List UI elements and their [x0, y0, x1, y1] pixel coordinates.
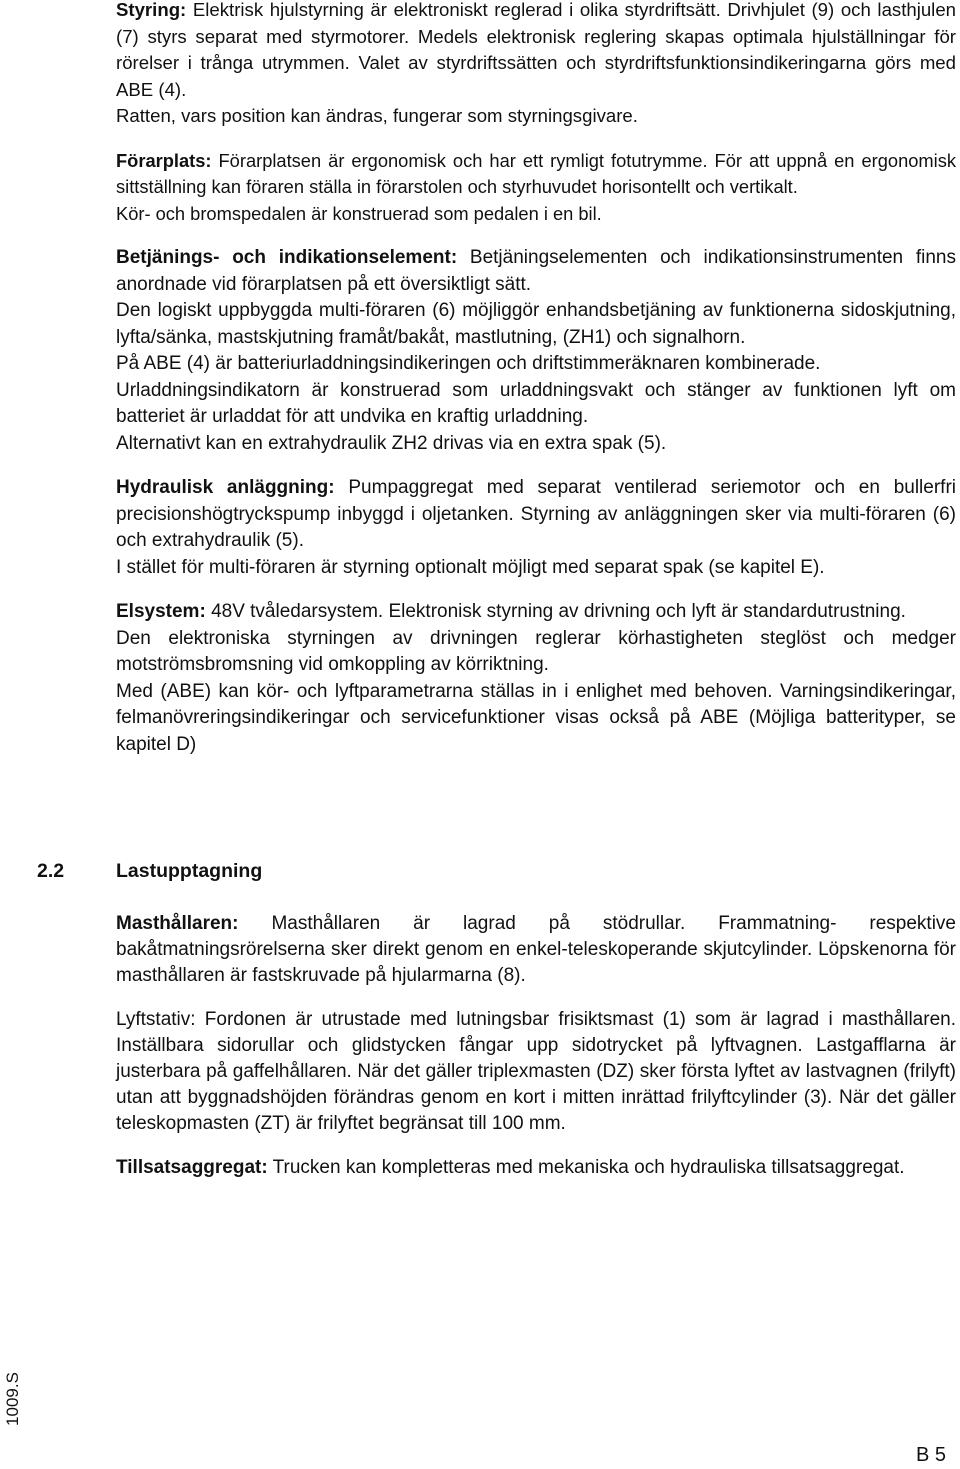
betjanings-heading: Betjänings- och indikationselement: — [116, 247, 458, 268]
betjanings-text-1: Betjäningselementen och indikationsinstrumenten finns anordnade vid förarplatsen på ett översiktligt sätt. — [116, 247, 956, 295]
elsystem-text-1: 48V tvåledarsystem. Elektronisk styrning av drivning och lyft är standardutrustning. — [211, 601, 906, 622]
forarplats-text-1: Förarplatsen är ergonomisk och har ett rymligt fotutrymme. För att uppnå en ergonomisk sittställning kan föraren ställa in förarstolen och styrhuvudet horisontellt och vertikalt. — [116, 149, 956, 197]
hydraulisk-block — [116, 475, 956, 581]
styrning-paragraph — [116, 0, 956, 103]
styrning-heading: Styring: — [116, 0, 187, 20]
forarplats-heading: Förarplats: — [116, 149, 212, 171]
page-number: B 5 — [916, 1444, 947, 1466]
elsystem-heading: Elsystem: — [116, 601, 206, 622]
section-heading — [37, 858, 262, 884]
hydraulisk-paragraph — [116, 475, 956, 555]
section-number: 2.2 — [37, 860, 65, 882]
section-title: Lastupptagning — [116, 860, 263, 882]
tillsats-text: Trucken kan kompletteras med mekaniska och hydrauliska tillsatsaggregat. — [272, 1157, 905, 1178]
side-code — [0, 1359, 26, 1439]
lyftstativ-block — [116, 1007, 956, 1137]
styrning-block — [116, 0, 956, 130]
side-code-text: 1009.S — [3, 1372, 22, 1426]
forarplats-text-2: Kör- och bromspedalen är konstruerad som pedalen i en bil. — [116, 202, 602, 224]
tillsats-heading: Tillsatsaggregat: — [116, 1157, 268, 1178]
elsystem-paragraph — [116, 599, 956, 626]
upper-content — [116, 0, 956, 776]
elsystem-block — [116, 599, 956, 758]
forarplats-paragraph — [116, 148, 956, 201]
hydraulisk-heading: Hydraulisk anläggning: — [116, 477, 335, 498]
lyftstativ-text: Lyftstativ: Fordonen är utrustade med lutningsbar frisiktsmast (1) som är lagrad i masthållaren. Inställbara sidorullar och glidstycken fångar upp sidotrycket på lyftvagnen. Lastgafflarna är justerbara på gaffelhållaren. När det gäller triplexmasten (DZ) sker första lyftet av lastvagnen (frilyft) utan att byggnadshöjden förändras genom en kort i mitten inrättad frilyftcylinder (3). När det gäller teleskopmasten (ZT) är frilyftet begränsat till 100 mm. — [116, 1009, 956, 1134]
elsystem-text-2: Den elektroniska styrningen av drivningen reglerar körhastigheten steglöst och medger motströmsbromsning vid omkoppling av körriktning. — [116, 627, 956, 675]
lower-content — [116, 911, 956, 1199]
hydraulisk-text-2: I stället för multi-föraren är styrning optionalt möjligt med separat spak (se kapitel E). — [116, 556, 825, 578]
elsystem-text-3: Med (ABE) kan kör- och lyftparametrarna ställas in i enlighet med behoven. Varningsindikeringar, felmanövreringsindikeringar och servicefunktioner visas också på ABE (Möjliga batterityper, se kapitel D) — [116, 680, 956, 755]
masthallaren-block — [116, 911, 956, 989]
betjanings-paragraph — [116, 245, 956, 298]
tillsats-block — [116, 1155, 956, 1181]
betjanings-block — [116, 245, 956, 457]
styrning-text-1: Elektrisk hjulstyrning är elektroniskt reglerad i olika styrdriftsätt. Drivhjulet (9) och lasthjulen (7) styrs separat med styrmotorer. Medels elektronisk reglering skapas optimala hjulställningar för rörelser i trånga utrymmen. Valet av styrdriftssätten och styrdriftsfunktionsindikeringarna görs med ABE (4). — [116, 0, 956, 100]
hydraulisk-text-1: Pumpaggregat med separat ventilerad seriemotor och en bullerfri precisionshögtryckspump inbyggd i oljetanken. Styrning av anläggningen sker via multi-föraren (6) och extrahydraulik (5). — [116, 477, 956, 551]
betjanings-text-2: Den logiskt uppbyggda multi-föraren (6) möjliggör enhandsbetjäning av funktionerna sidoskjutning, lyfta/sänka, mastskjutning framåt/bakåt, mastlutning, (ZH1) och signalhorn. — [116, 300, 956, 348]
masthallaren-heading: Masthållaren: — [116, 913, 239, 934]
masthallaren-text: Masthållaren är lagrad på stödrullar. Frammatning- respektive bakåtmatningsrörelserna sker direkt genom en enkel-teleskoperande skjutcylinder. Löpskenorna för masthållaren är fastskruvade på hjularmarna (8). — [116, 913, 956, 986]
forarplats-block — [116, 148, 956, 228]
betjanings-text-3: På ABE (4) är batteriurladdningsindikeringen och driftstimmeräknaren kombinerade. — [116, 353, 821, 374]
tillsats-paragraph — [116, 1155, 956, 1181]
masthallaren-paragraph — [116, 911, 956, 989]
styrning-text-2: Ratten, vars position kan ändras, fungerar som styrningsgivare. — [116, 105, 638, 126]
betjanings-text-5: Alternativt kan en extrahydraulik ZH2 drivas via en extra spak (5). — [116, 432, 667, 454]
betjanings-text-4: Urladdningsindikatorn är konstruerad som urladdningsvakt och stänger av funktionen lyft om batteriet är urladdat för att undvika en kraftig urladdning. — [116, 379, 956, 427]
